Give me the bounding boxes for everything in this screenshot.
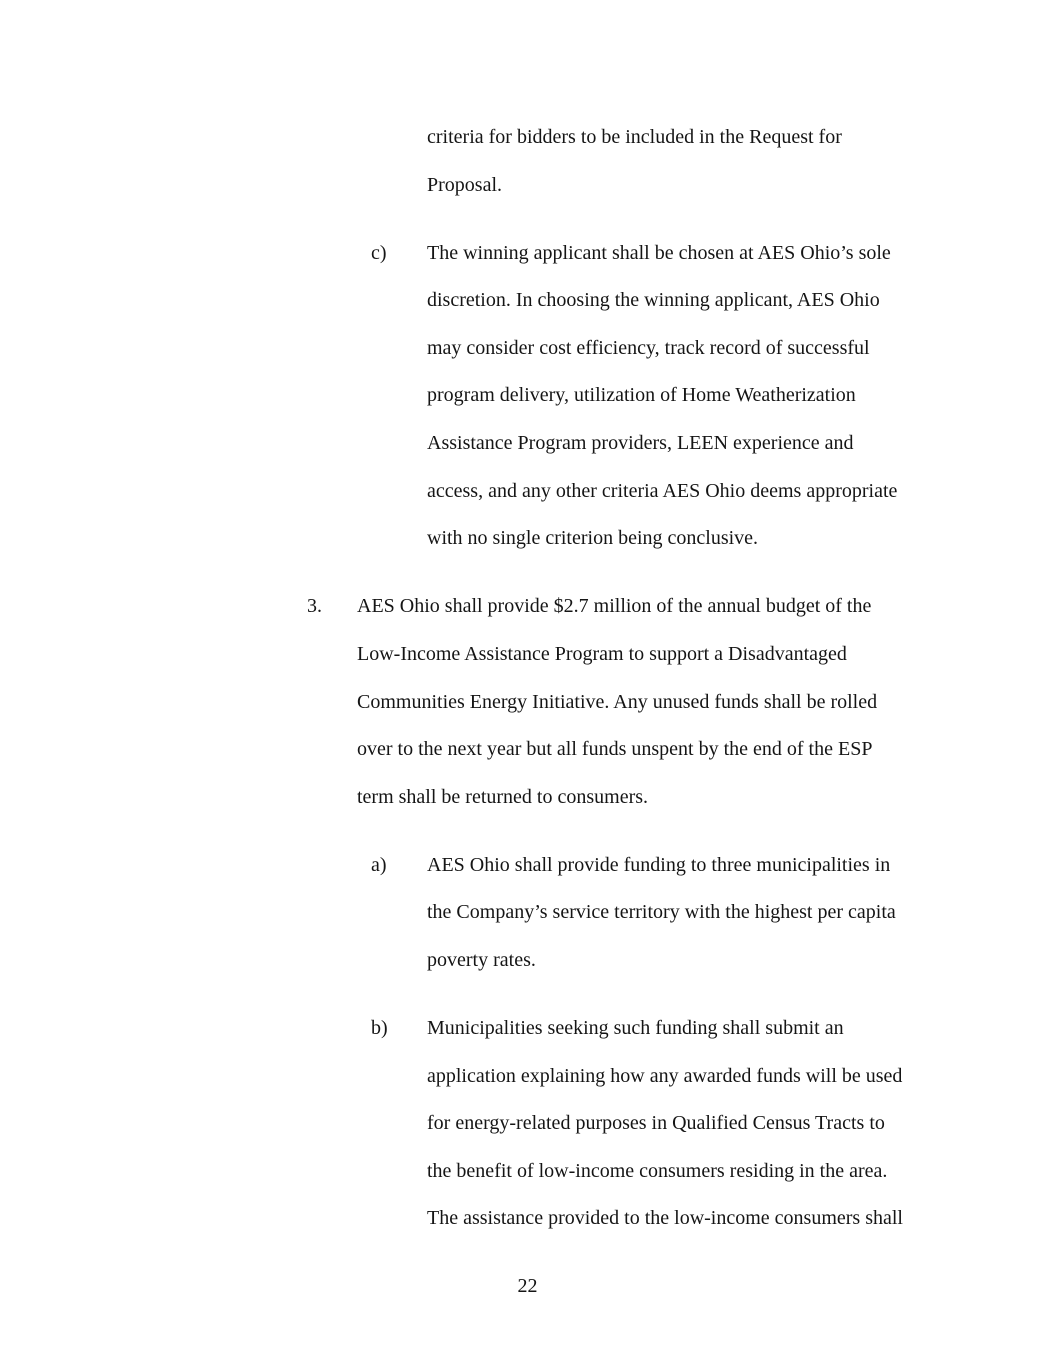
text-line: discretion. In choosing the winning applicant, AES Ohio	[427, 289, 880, 312]
paragraph-item-c	[0, 230, 1055, 563]
list-marker-a: a)	[371, 853, 387, 876]
text-line: term shall be returned to consumers.	[357, 785, 649, 808]
text-line: over to the next year but all funds unspent by the end of the ESP	[357, 738, 873, 761]
paragraph-item-a	[0, 842, 1055, 985]
text-line: Municipalities seeking such funding shall submit an	[427, 1017, 844, 1040]
text-line: application explaining how any awarded funds will be used	[427, 1064, 903, 1087]
list-marker-3: 3.	[307, 595, 322, 618]
text-line: poverty rates.	[427, 949, 536, 971]
list-marker-c: c)	[371, 241, 387, 264]
text-line: Assistance Program providers, LEEN experience and	[427, 432, 854, 455]
text-line: access, and any other criteria AES Ohio deems appropriate	[427, 479, 898, 502]
text-line: Proposal.	[427, 173, 502, 196]
text-line: may consider cost efficiency, track record of successful	[427, 336, 870, 359]
paragraph-item-b	[0, 1005, 1055, 1243]
text-line: Low-Income Assistance Program to support a Disadvantaged	[357, 642, 847, 665]
text-line: The assistance provided to the low-income consumers shall	[427, 1207, 903, 1230]
text-line: criteria for bidders to be included in the Request for	[427, 126, 842, 148]
text-line: AES Ohio shall provide funding to three municipalities in	[427, 853, 891, 876]
text-line: the benefit of low-income consumers residing in the area.	[427, 1159, 888, 1182]
text-line: The winning applicant shall be chosen at AES Ohio’s sole	[427, 241, 891, 264]
text-line: AES Ohio shall provide $2.7 million of the annual budget of the	[357, 595, 872, 618]
text-line: with no single criterion being conclusive.	[427, 527, 759, 550]
list-marker-b: b)	[371, 1017, 388, 1040]
paragraph-continuation	[0, 114, 1055, 209]
page-number: 22	[517, 1275, 538, 1297]
text-line: Communities Energy Initiative. Any unused funds shall be rolled	[357, 690, 878, 713]
text-line: the Company’s service territory with the highest per capita	[427, 901, 896, 924]
text-line: for energy-related purposes in Qualified Census Tracts to	[427, 1112, 885, 1135]
paragraph-item-3	[0, 583, 1055, 821]
text-line: program delivery, utilization of Home Weatherization	[427, 384, 856, 407]
